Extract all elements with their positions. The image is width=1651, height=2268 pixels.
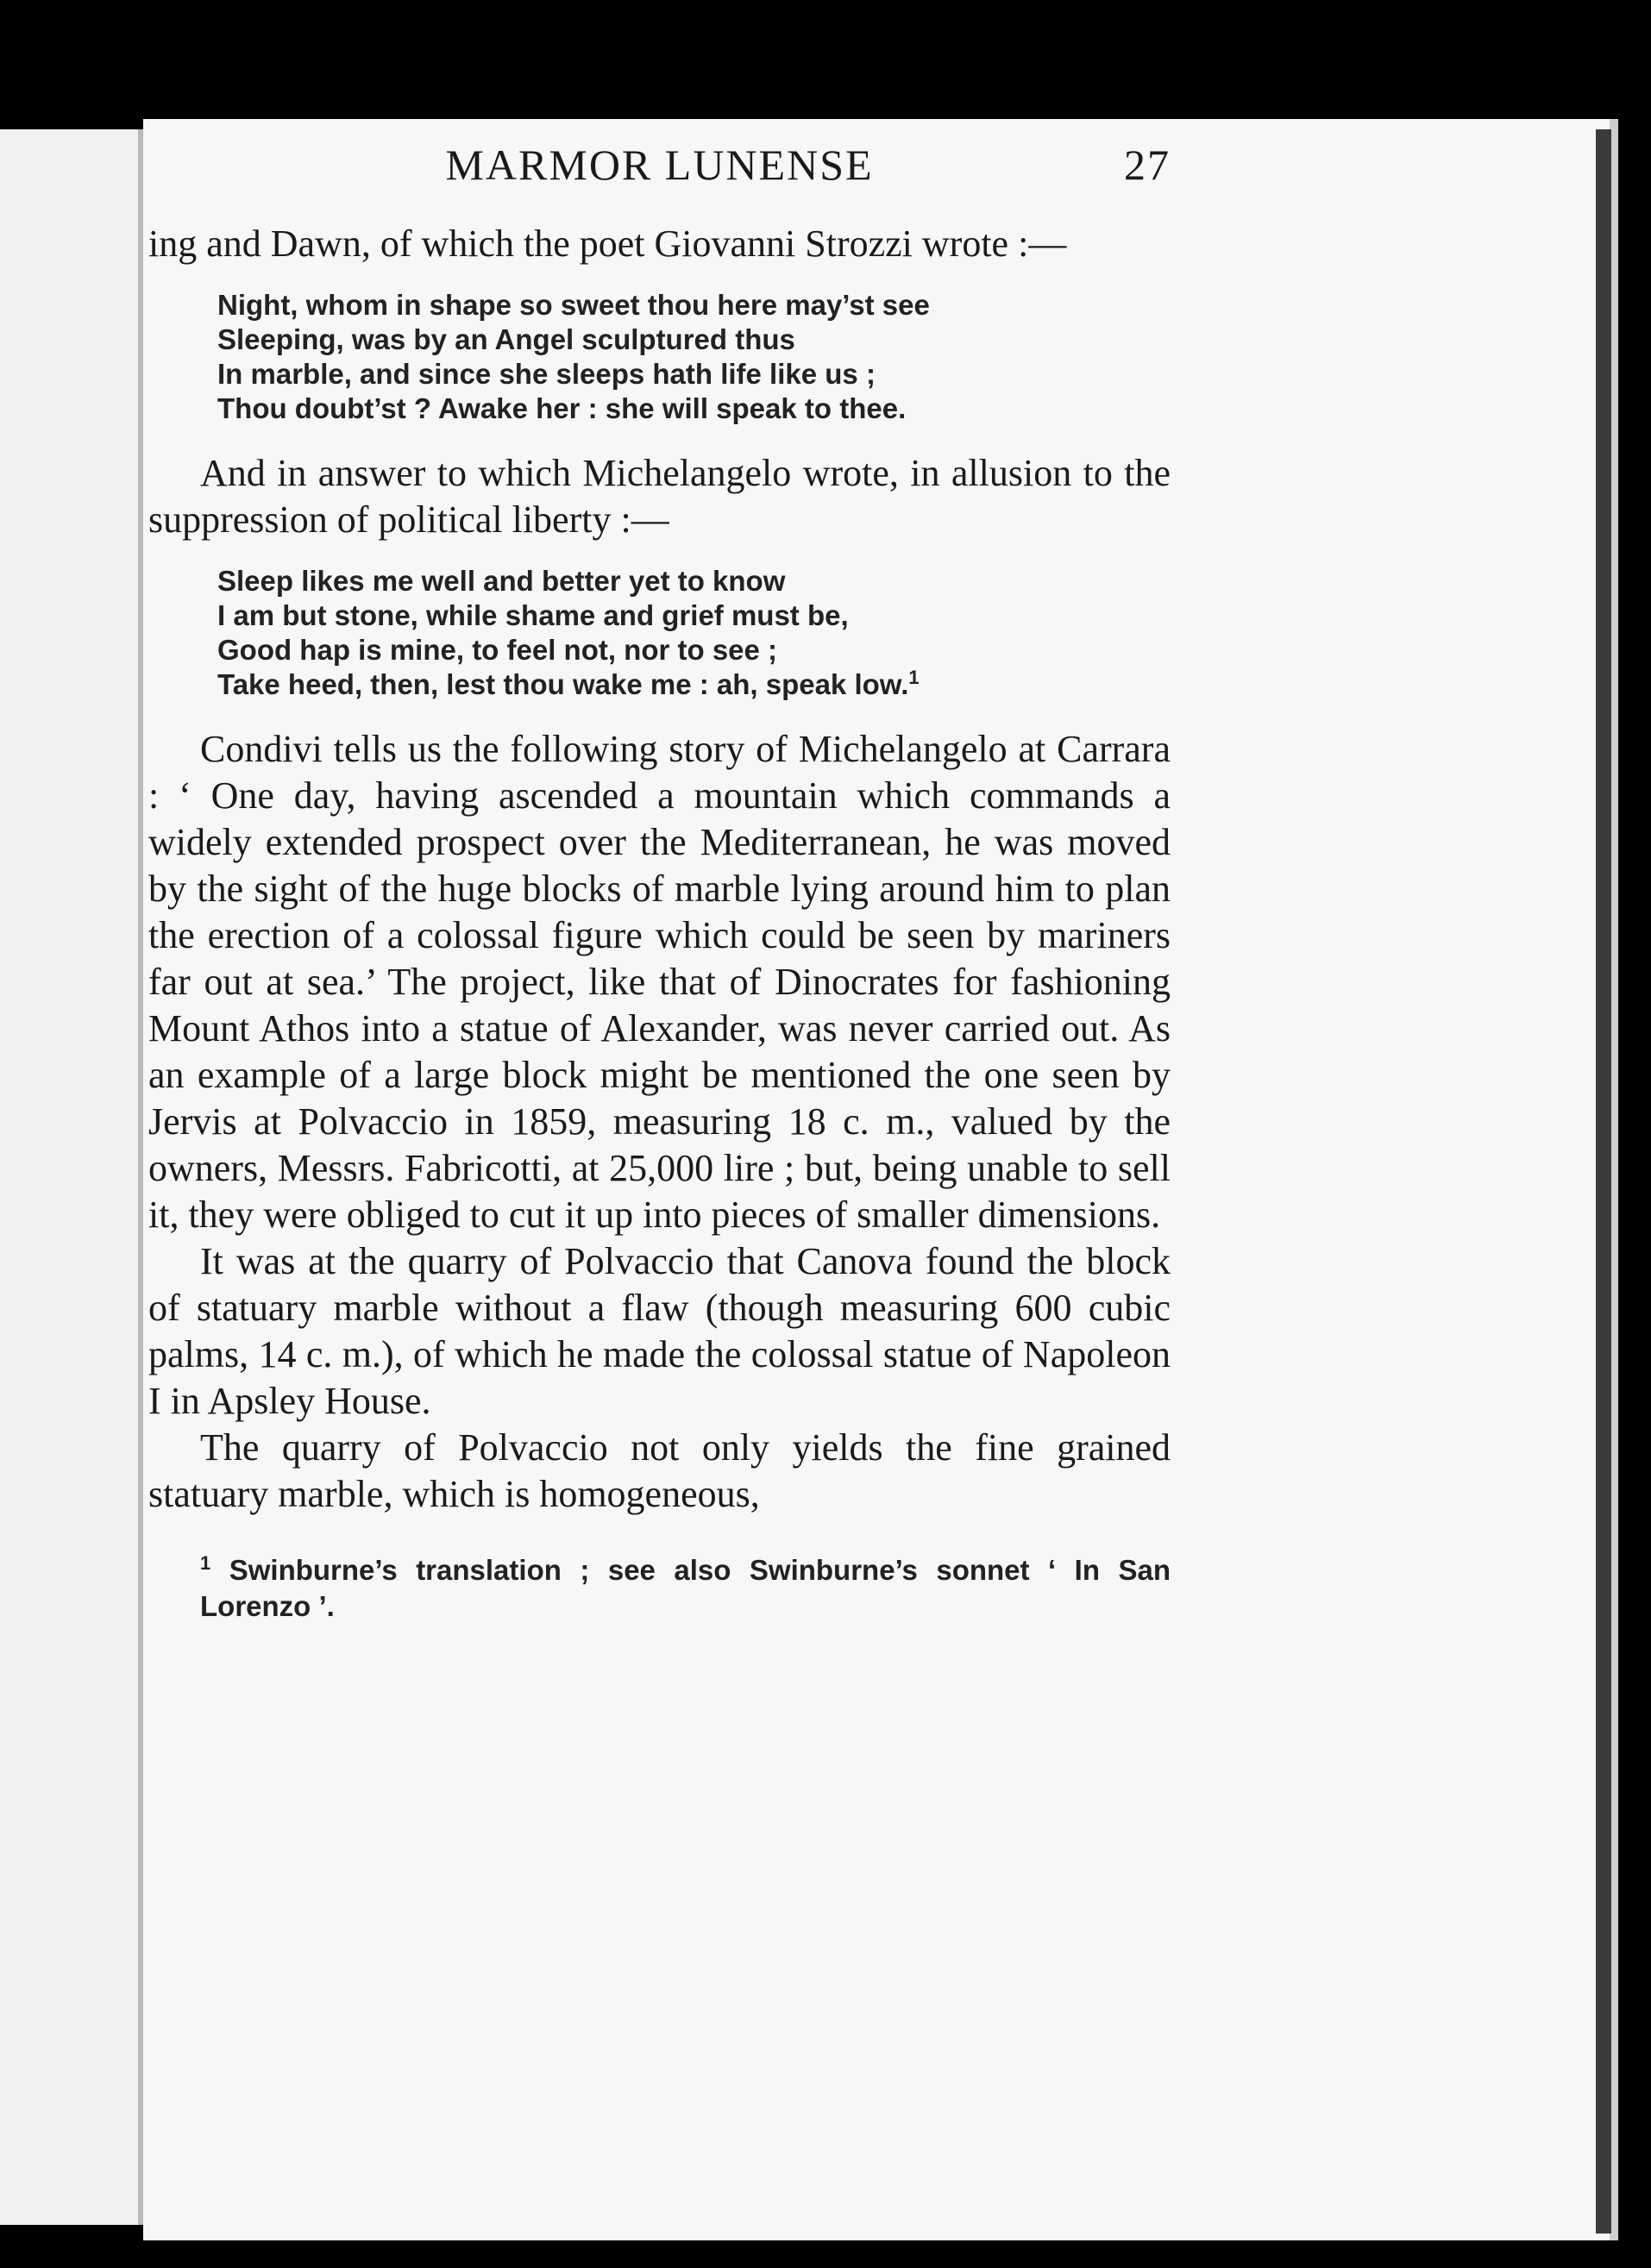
verse-strozzi (217, 288, 1171, 426)
paragraph-5: The quarry of Polvaccio not only yields the fine grained statuary marble, which is homogeneous, (148, 1426, 1171, 1515)
footnote (200, 1552, 1171, 1625)
facing-page-edge (0, 129, 143, 2225)
verse-line: Sleep likes me well and better yet to know (217, 565, 786, 597)
page-content (148, 140, 1171, 1625)
paragraph-2: And in answer to which Michelangelo wrote, in allusion to the suppression of political liberty :— (148, 452, 1171, 541)
running-head-title: MARMOR LUNENSE (445, 141, 874, 189)
verse-line-last (217, 667, 1171, 702)
paragraph-1: ing and Dawn, of which the poet Giovanni Strozzi wrote :— (148, 222, 1067, 265)
verse-line: I am but stone, while shame and grief must be, (217, 599, 849, 631)
paragraph-4: It was at the quarry of Polvaccio that Canova found the block of statuary marble without a flaw (though measuring 600 cubic palms, 14 c. m.), of which he made the colossal statue of Napoleon I in Apsley House. (148, 1240, 1171, 1422)
footnote-text: Swinburne’s translation ; see also Swinburne’s sonnet ‘ In San Lorenzo ’. (200, 1554, 1171, 1622)
paragraph-3: Condivi tells us the following story of Michelangelo at Carrara : ‘ One day, having ascended a mountain which commands a widely extended prospect over the Mediterranean, he was moved by the sight of the huge blocks of marble lying around him to plan the erection of a colossal figure which could be seen by mariners far out at sea.’ The project, like that of Dinocrates for fashioning Mount Athos into a statue of Alexander, was never carried out. As an example of a large block might be mentioned the one seen by Jervis at Polvaccio in 1859, measuring 18 c. m., valued by the owners, Messrs. Fabricotti, at 25,000 lire ; but, being unable to sell it, they were obliged to cut it up into pieces of smaller dimensions. (148, 728, 1171, 1236)
footnote-reference: 1 (908, 667, 920, 688)
footnote-marker: 1 (200, 1552, 211, 1574)
verse-line: Night, whom in shape so sweet thou here may’st see (217, 289, 930, 321)
verse-line: Good hap is mine, to feel not, nor to see ; (217, 634, 778, 666)
verse-line-text: Take heed, then, lest thou wake me : ah, speak low. (217, 668, 909, 700)
running-head (148, 140, 1171, 191)
page-edge-shadow (1596, 129, 1611, 2234)
verse-line: In marble, and since she sleeps hath life like us ; (217, 358, 876, 390)
page-number: 27 (1124, 141, 1171, 189)
verse-michelangelo (217, 564, 1171, 702)
verse-line: Thou doubt’st ? Awake her : she will speak to thee. (217, 392, 907, 424)
verse-line: Sleeping, was by an Angel sculptured thus (217, 323, 795, 355)
